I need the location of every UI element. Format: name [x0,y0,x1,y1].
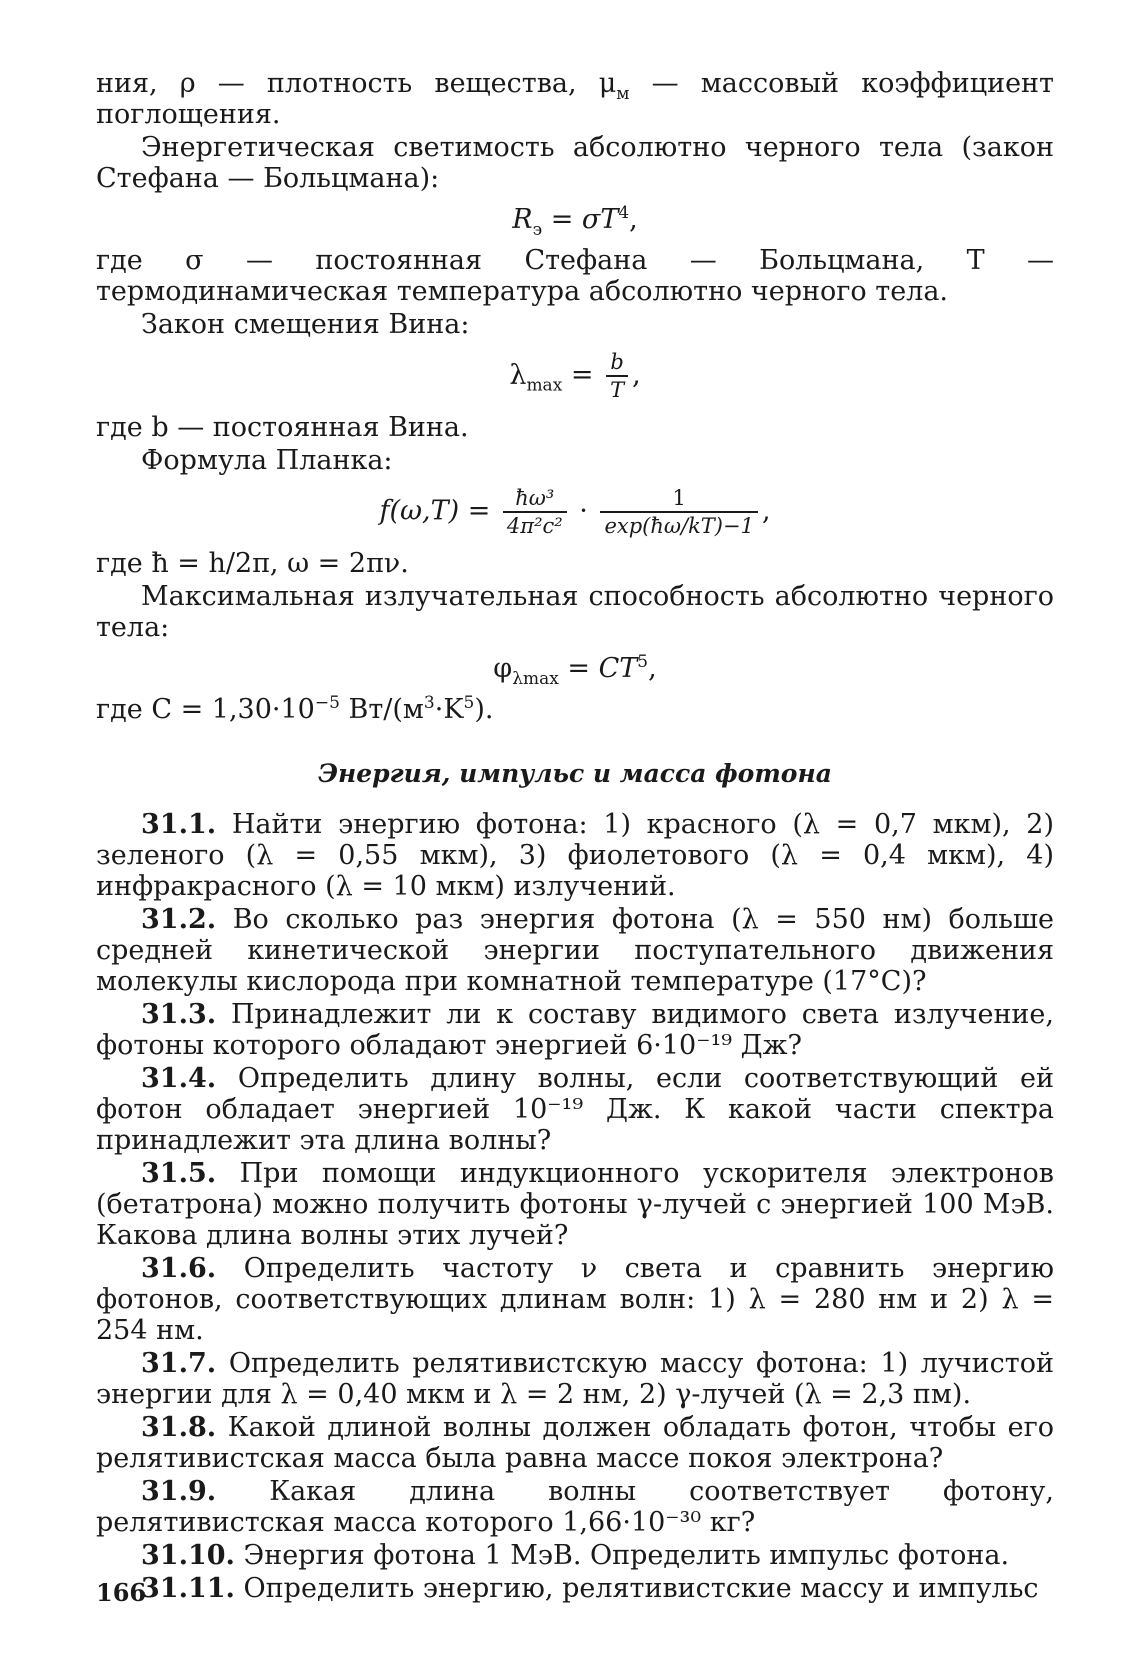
problem-item: 31.11. Определить энергию, релятивистские массу и импульс [141,1573,1039,1604]
planck-fraction-2: $\frac{1}{\exp(ħ\omega/kT)-1}$ [600,486,758,538]
page-number: 166 [96,1578,147,1607]
max-emissivity-explanation: где $C = 1,30\cdot 10^{-5}$ $Вт/(м^3\cdot K^5)$. [96,693,494,725]
planck-law-text: Формула Планка: [141,445,393,476]
problem-item: 31.9. Какая длина волны соответствует фотону, релятивистская масса которого 1,66·10⁻³⁰ кг? [96,1476,1054,1538]
planck-fraction-1: $\frac{\text{ħω³}}{\text{4π²c²}}$ [503,486,567,538]
max-emissivity-text: Максимальная излучательная способность абсолютно черного тела: [96,581,1054,643]
problem-item: 31.10. Энергия фотона 1 МэВ. Определить импульс фотона. [141,1540,1010,1571]
planck-formula: f(ω,T) = $\frac{\text{ħω³}}{\text{4π²c²}}$ · $\frac{1}{\exp(ħ\omega/kT)-1}$ , [379,486,771,538]
problem-item: 31.8. Какой длиной волны должен обладать фотон, чтобы его релятивистская масса была равна массе покоя электрона? [96,1412,1054,1474]
problem-item: 31.2. Во сколько раз энергия фотона (λ = 550 нм) больше средней кинетической энергии поступательного движения молекулы кислорода при комнатной температуре (17°C)? [96,904,1054,997]
wien-law-text: Закон смещения Вина: [141,309,470,340]
page-body [96,68,1054,1606]
problem-list [96,809,1054,1604]
problem-item: 31.1. Найти энергию фотона: 1) красного (λ = 0,7 мкм), 2) зеленого (λ = 0,55 мкм), 3) фиолетового (λ = 0,4 мкм), 4) инфракрасного (λ = 10 мкм) излучений. [96,809,1054,902]
wien-formula: $\lambda_{max}$ = $\frac{b}{T}$ , [509,350,641,402]
problem-item: 31.3. Принадлежит ли к составу видимого света излучение, фотоны которого обладают энергией 6·10⁻¹⁹ Дж? [96,999,1054,1061]
wien-explanation: где b — постоянная Вина. [96,412,469,443]
problem-item: 31.6. Определить частоту ν света и сравнить энергию фотонов, соответствующих длинам волн: 1) λ = 280 нм и 2) λ = 254 нм. [96,1253,1054,1346]
intro-paragraph: ния, ρ — плотность вещества, $\mu_м$ — массовый коэффициент поглощения. [96,68,1054,130]
stefan-formula: $R_э = \sigma T^4$, [512,203,638,240]
wien-fraction: $\frac{b}{T}$ [606,350,628,402]
problem-item: 31.5. При помощи индукционного ускорителя электронов (бетатрона) можно получить фотоны γ-лучей с энергией 100 МэВ. Какова длина волны этих лучей? [96,1158,1054,1251]
stefan-law-text: Энергетическая светимость абсолютно черного тела (закон Стефана — Больцмана): [96,132,1054,194]
problem-item: 31.4. Определить длину волны, если соответствующий ей фотон обладает энергией 10⁻¹⁹ Дж. К какой части спектра принадлежит эта длина волны? [96,1063,1054,1156]
planck-explanation: где ħ = h/2π, ω = 2πν. [96,548,409,579]
section-title: Энергия, импульс и масса фотона [318,759,832,788]
stefan-explanation: где σ — постоянная Стефана — Больцмана, T — термодинамическая температура абсолютно черного тела. [96,245,1054,307]
problem-item: 31.7. Определить релятивистскую массу фотона: 1) лучистой энергии для λ = 0,40 мкм и λ = 2 нм, 2) γ-лучей (λ = 2,3 пм). [96,1348,1054,1410]
max-emissivity-formula: $\varphi_{\lambda max} = CT^5$, [493,652,657,689]
